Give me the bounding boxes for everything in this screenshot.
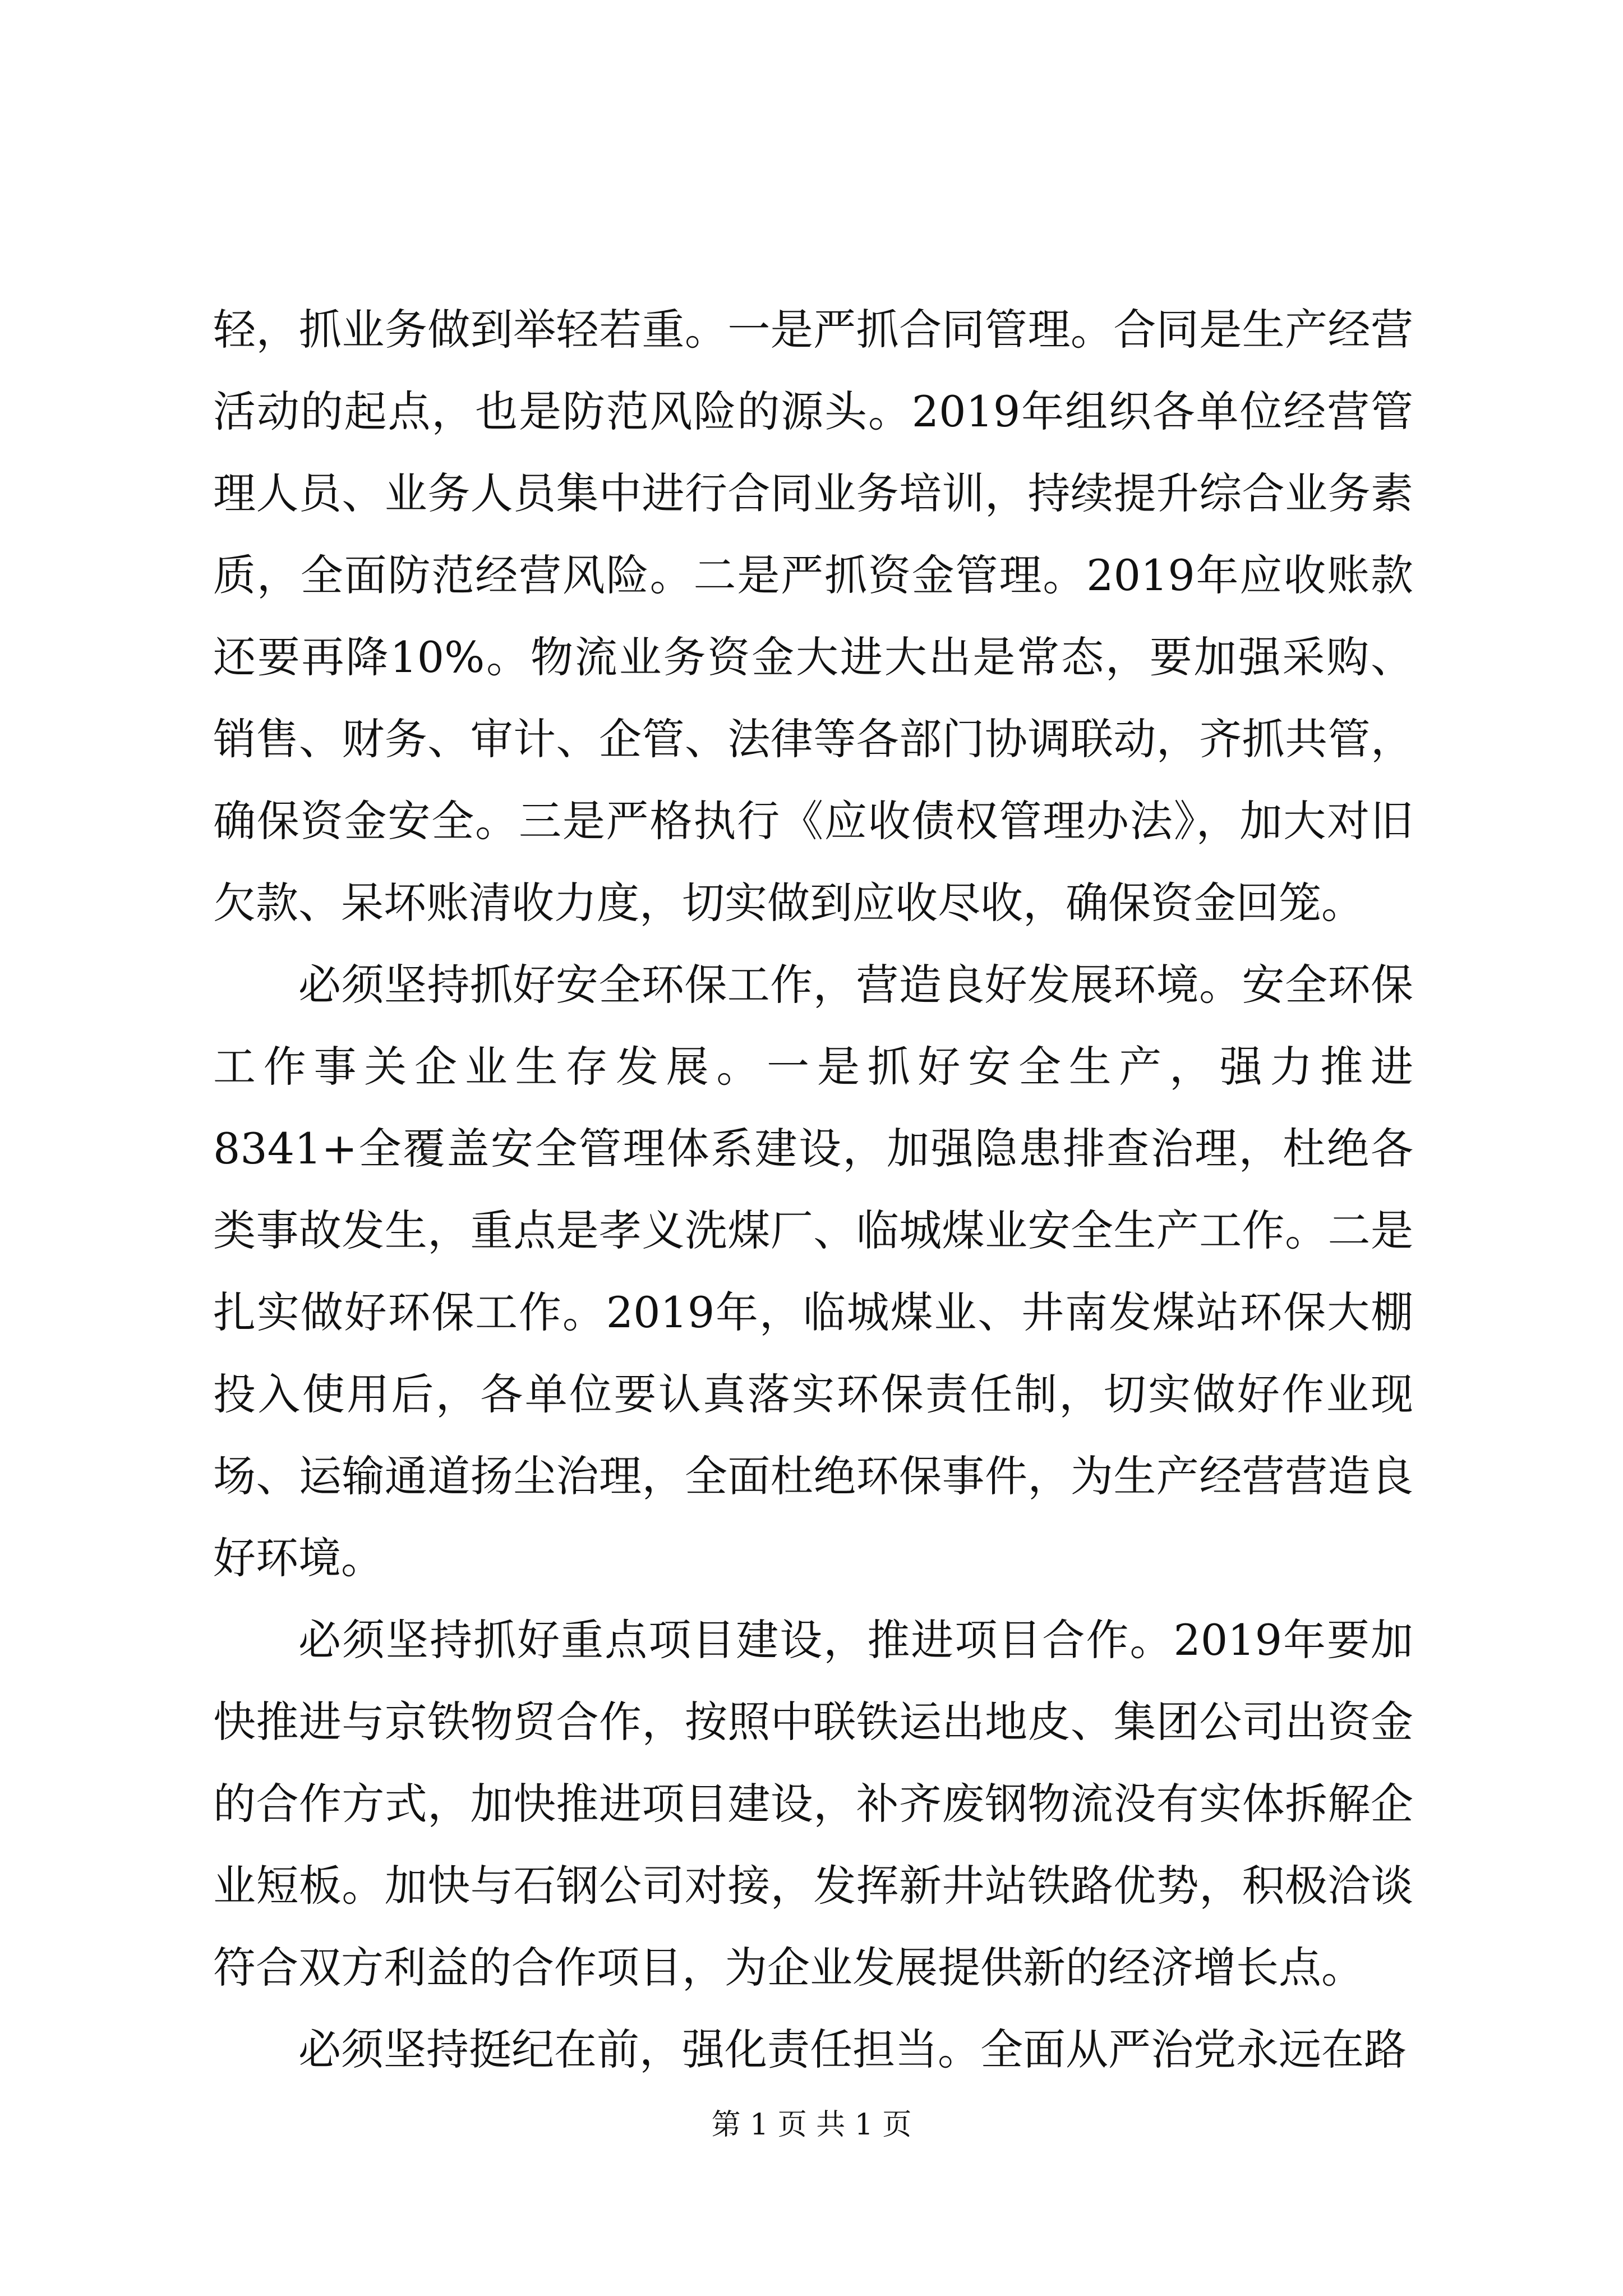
page-footer: 第 1 页 共 1 页 xyxy=(711,2108,912,2142)
paragraph-discipline: 必须坚持挺纪在前，强化责任担当。全面从严治党永远在路 xyxy=(298,2024,1407,2074)
paragraph-safety-environment: 必须坚持抓好安全环保工作，营造良好发展环境。安全环保工作事关企业生存发展。一是抓好安全生产，强力推进8341+全覆盖安全管理体系建设，加强隐患排查治理，杜绝各类事故发生，重点是孝义洗煤厂、临城煤业安全生产工作。二是扎实做好环保工作。2019年，临城煤业、井南发煤站环保大棚投入使用后，各单位要认真落实环保责任制，切实做好作业现场、运输通道扬尘治理，全面杜绝环保事件，为生产经营营造良好环境。 xyxy=(213,960,1413,1583)
paragraph-management: 轻，抓业务做到举轻若重。一是严抓合同管理。合同是生产经营活动的起点，也是防范风险的源头。2019年组织各单位经营管理人员、业务人员集中进行合同业务培训，持续提升综合业务素质，全面防范经营风险。二是严抓资金管理。2019年应收账款还要再降10%。物流业务资金大进大出是常态，要加强采购、销售、财务、审计、企管、法律等各部门协调联动，齐抓共管，确保资金安全。三是严格执行《应收债权管理办法》，加大对旧欠款、呆坏账清收力度，切实做到应收尽收，确保资金回笼。 xyxy=(213,305,1413,928)
paragraph-key-projects: 必须坚持抓好重点项目建设，推进项目合作。2019年要加快推进与京铁物贸合作，按照中联铁运出地皮、集团公司出资金的合作方式，加快推进项目建设，补齐废钢物流没有实体拆解企业短板。加快与石钢公司对接，发挥新井站铁路优势，积极洽谈符合双方利益的合作项目，为企业发展提供新的经济增长点。 xyxy=(213,1615,1413,1993)
document-body xyxy=(213,289,1413,2091)
